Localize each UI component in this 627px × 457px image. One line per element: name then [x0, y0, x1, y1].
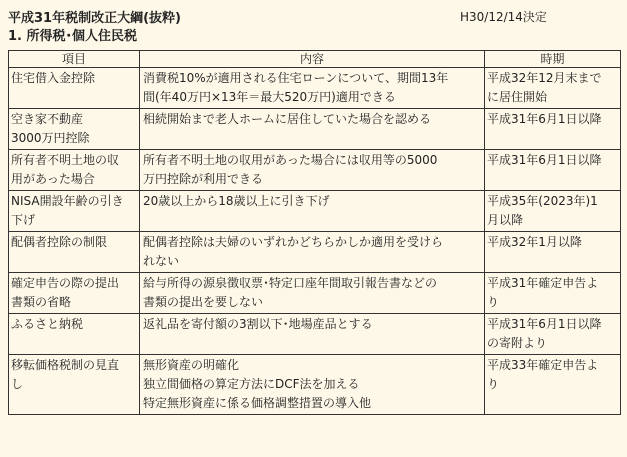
- item-cell: [9, 314, 140, 355]
- content-cell: [140, 109, 485, 150]
- item-cell: [9, 68, 140, 109]
- period-cell: [485, 273, 621, 314]
- item-cell-text: 配偶者控除の制限: [11, 235, 108, 249]
- period-cell-text: 平成31年確定申告よ: [487, 276, 599, 290]
- period-cell-text: 平成31年6月1日以降: [487, 317, 602, 331]
- period-cell: [485, 191, 621, 232]
- item-cell-text: 住宅借入金控除: [11, 71, 96, 85]
- period-cell: [485, 355, 621, 415]
- item-cell: [9, 150, 140, 191]
- period-cell-text: 平成31年6月1日以降: [487, 112, 602, 126]
- period-cell-text: り: [487, 295, 500, 309]
- content-cell-text: 給与所得の源泉徴収票･特定口座年間取引報告書などの: [143, 276, 438, 290]
- period-cell-text: り: [487, 377, 500, 391]
- table-row: [9, 232, 621, 273]
- table-row: [9, 355, 621, 415]
- table-row: [9, 191, 621, 232]
- table-row: [9, 273, 621, 314]
- content-cell-text: 20歳以上から18歳以上に引き下げ: [143, 194, 330, 208]
- item-cell-text: ふるさと納税: [11, 317, 84, 331]
- content-cell: [140, 314, 485, 355]
- period-cell: [485, 232, 621, 273]
- content-cell-text: 返礼品を寄付額の3割以下･地場産品とする: [143, 317, 373, 331]
- item-cell-text: 確定申告の際の提出: [11, 276, 120, 290]
- period-cell: [485, 68, 621, 109]
- content-cell-text: 相続開始まで老人ホームに居住していた場合を認める: [143, 112, 432, 126]
- content-cell: [140, 355, 485, 415]
- content-cell: [140, 232, 485, 273]
- content-cell-text: 所有者不明土地の収用があった場合には収用等の5000: [143, 153, 438, 167]
- period-cell-text: 平成31年6月1日以降: [487, 153, 602, 167]
- table-row: [9, 150, 621, 191]
- content-cell-text: 消費税10%が適用される住宅ローンについて、期間13年: [143, 71, 449, 85]
- content-cell-text: 無形資産の明確化: [143, 358, 240, 372]
- table-row: [9, 109, 621, 150]
- item-cell-text: 下げ: [11, 213, 36, 227]
- item-cell: [9, 273, 140, 314]
- content-cell-text: れない: [143, 254, 180, 268]
- period-cell: [485, 109, 621, 150]
- content-cell: [140, 273, 485, 314]
- content-cell-text: 書類の提出を要しない: [143, 295, 264, 309]
- period-cell-text: 平成32年1月以降: [487, 235, 582, 249]
- content-cell-text: 間(年40万円×13年＝最大520万円)適用できる: [143, 90, 396, 104]
- header-row: [8, 5, 568, 25]
- period-cell-text: 平成33年確定申告よ: [487, 358, 599, 372]
- period-cell: [485, 150, 621, 191]
- item-cell: [9, 232, 140, 273]
- content-cell-text: 特定無形資産に係る価格調整措置の導入他: [143, 396, 372, 410]
- decision-date: H30/12/14決定: [460, 10, 547, 24]
- content-cell-text: 万円控除が利用できる: [143, 172, 264, 186]
- content-cell-text: 独立間価格の算定方法にDCF法を加える: [143, 377, 360, 391]
- tax-reform-table: [8, 50, 621, 415]
- period-cell-text: 平成35年(2023年)1: [487, 194, 598, 208]
- period-cell-text: 平成32年12月末まで: [487, 71, 602, 85]
- period-cell-text: に居住開始: [487, 90, 548, 104]
- item-cell: [9, 191, 140, 232]
- item-cell-text: 用があった場合: [11, 172, 95, 186]
- column-header-item: 項目: [9, 51, 140, 68]
- item-cell: [9, 355, 140, 415]
- item-cell-text: 書類の省略: [11, 295, 72, 309]
- period-cell-text: の寄附より: [487, 336, 548, 350]
- item-cell-text: 空き家不動産: [11, 112, 84, 126]
- table-row: [9, 314, 621, 355]
- table-row: [9, 68, 621, 109]
- content-cell: [140, 191, 485, 232]
- column-header-period: 時期: [485, 51, 621, 68]
- period-cell-text: 月以降: [487, 213, 524, 227]
- item-cell: [9, 109, 140, 150]
- content-cell: [140, 68, 485, 109]
- content-cell-text: 配偶者控除は夫婦のいずれかどちらかしか適用を受けら: [143, 235, 444, 249]
- period-cell: [485, 314, 621, 355]
- section-heading: 1. 所得税･個人住民税: [8, 29, 138, 44]
- item-cell-text: し: [11, 377, 24, 391]
- item-cell-text: 所有者不明土地の収: [11, 153, 120, 167]
- item-cell-text: 3000万円控除: [11, 131, 90, 145]
- table-header-row: [9, 51, 621, 68]
- page-title: 平成31年税制改正大綱(抜粋): [8, 11, 181, 26]
- column-header-content: 内容: [140, 51, 485, 68]
- content-cell: [140, 150, 485, 191]
- item-cell-text: NISA開設年齢の引き: [11, 194, 124, 208]
- item-cell-text: 移転価格税制の見直: [11, 358, 120, 372]
